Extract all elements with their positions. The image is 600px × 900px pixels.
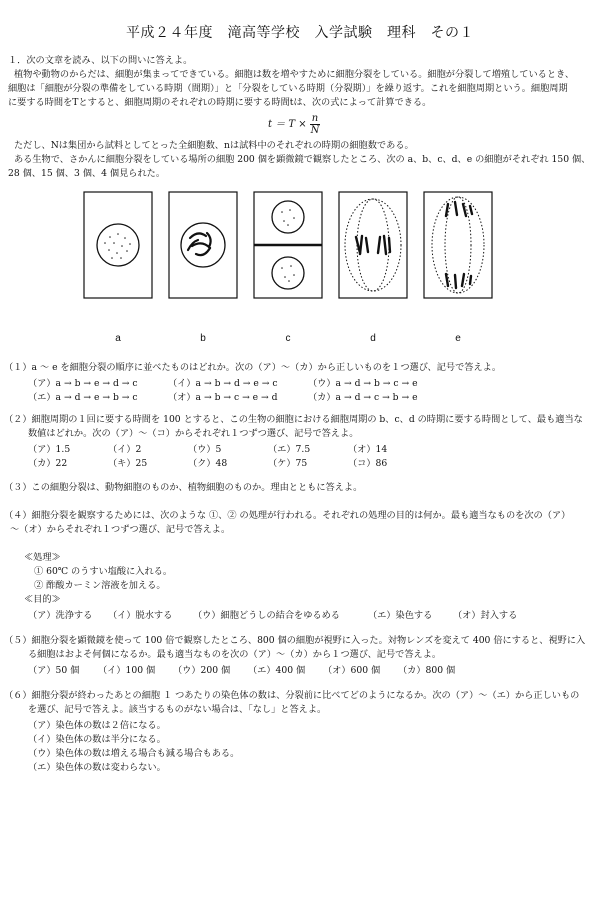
sub5-question: る細胞はおよそ何個になるか。最も適当なものを次の（ア）～（カ）から１つ選び、記号で答えよ。	[28, 649, 442, 660]
sub1-option: （オ）a → b → c → e → d	[168, 392, 278, 403]
sub6-option: （エ）染色体の数は変わらない。	[28, 762, 166, 773]
treatment-header: ≪処理≫	[24, 552, 61, 563]
sub5-option: （カ）800 個	[398, 665, 456, 676]
sub2-option: （ウ）5	[188, 444, 222, 455]
purpose-header: ≪目的≫	[24, 594, 61, 605]
figure-label-c: c	[285, 333, 291, 344]
sub2-question: （２）細胞周期の１回に要する時間を 100 とすると、この生物の細胞における細胞周期の b、c、d の時期に要する時間として、最も適当な	[4, 414, 583, 425]
sub6-question: を選び、記号で答えよ。該当するものがない場合は、「なし」と答えよ。	[28, 704, 327, 715]
cell-d-diagram	[339, 192, 407, 298]
sub2-option: （コ）86	[348, 458, 388, 469]
sub6-option: （イ）染色体の数は半分になる。	[28, 734, 166, 745]
sub6-question: （６）細胞分裂が終わったあとの細胞 １ つあたりの染色体の数は、分裂前に比べてどのようになるか。次の（ア）～（エ）から正しいもの	[4, 690, 580, 701]
q1-line: 植物や動物のからだは、細胞が集まってできている。細胞は数を増やすために細胞分裂をしている。細胞が分裂して増殖しているとき、	[14, 69, 575, 80]
sub4-question: ～（オ）からそれぞれ１つずつ選び、記号で答えよ。	[10, 524, 231, 535]
sub5-option: （ウ）200 個	[173, 665, 231, 676]
cell-a-diagram	[84, 192, 152, 298]
q1-line: 細胞は「細胞が分裂の準備をしている時期（間期）」と「分裂をしている時期（分裂期）」を繰り返す。これを細胞周期という。細胞周期	[8, 83, 568, 94]
sub1-option: （カ）a → d → c → b → e	[308, 392, 418, 403]
sub6-option: （ア）染色体の数は２倍になる。	[28, 720, 166, 731]
cell-b-diagram	[169, 192, 237, 298]
sub5-option: （ア）50 個	[28, 665, 80, 676]
formula-lhs: t ＝ T ×	[268, 119, 307, 130]
figure-label-d: d	[370, 333, 376, 344]
sub2-question: 数値はどれか。次の（ア）～（コ）からそれぞれ１つずつ選び、記号で答えよ。	[28, 428, 359, 439]
cell-division-figure	[0, 180, 600, 320]
cell-e-diagram	[424, 192, 492, 298]
sub5-option: （エ）400 個	[248, 665, 306, 676]
sub2-option: （エ）7.5	[268, 444, 311, 455]
formula-numerator: n	[311, 113, 319, 124]
sub5-option: （イ）100 個	[98, 665, 156, 676]
q1-note: ある生物で、さかんに細胞分裂をしている場所の細胞 200 個を顕微鏡で観察したところ、次の a、b、c、d、e の細胞がそれぞれ 150 個、	[14, 154, 591, 165]
sub2-option: （オ）14	[348, 444, 388, 455]
sub1-option: （ウ）a → d → b → c → e	[308, 378, 418, 389]
sub2-option: （ケ）75	[268, 458, 308, 469]
treatment-item: ① 60℃ のうすい塩酸に入れる。	[34, 566, 173, 577]
figure-label-e: e	[455, 333, 461, 344]
q1-line: に要する時間をTとすると、細胞周期のそれぞれの時期に要する時間tは、次の式によって計算できる。	[8, 97, 432, 108]
sub2-option: （カ）22	[28, 458, 68, 469]
sub3-question: （３）この細胞分裂は、動物細胞のものか、植物細胞のものか。理由とともに答えよ。	[4, 482, 363, 493]
sub4-question: （４）細胞分裂を観察するためには、次のような ①、② の処理が行われる。それぞれの処理の目的は何か。最も適当なものを次の（ア）	[4, 510, 571, 521]
sub5-question: （５）細胞分裂を顕微鏡を使って 100 倍で観察したところ、800 個の細胞が視野に入った。対物レンズを変えて 400 倍にすると、視野に入	[4, 635, 586, 646]
sub2-option: （キ）25	[108, 458, 148, 469]
page-title: 平成２４年度 滝高等学校 入学試験 理科 その１	[126, 25, 474, 41]
cell-c-diagram	[254, 192, 322, 298]
q1-heading: １．次の文章を読み、以下の問いに答えよ。	[8, 55, 193, 66]
treatment-item: ② 酢酸カーミン溶液を加える。	[34, 580, 166, 591]
sub2-option: （イ）2	[108, 444, 142, 455]
sub1-option: （イ）a → b → d → e → c	[168, 378, 278, 389]
figure-label-a: a	[115, 333, 121, 344]
q1-note: 28 個、15 個、3 個、4 個見られた。	[8, 168, 166, 179]
purpose-option: （イ）脱水する	[108, 610, 173, 621]
purpose-option: （オ）封入する	[453, 610, 518, 621]
sub1-option: （ア）a → b → e → d → c	[28, 378, 138, 389]
sub5-option: （オ）600 個	[323, 665, 381, 676]
cell-cycle-formula	[268, 113, 320, 136]
purpose-option: （ウ）細胞どうしの結合をゆるめる	[193, 610, 340, 621]
purpose-option: （ア）洗浄する	[28, 610, 93, 621]
sub6-option: （ウ）染色体の数は増える場合も減る場合もある。	[28, 748, 240, 759]
purpose-option: （エ）染色する	[368, 610, 433, 621]
sub1-option: （エ）a → d → e → b → c	[28, 392, 138, 403]
sub2-option: （ク）48	[188, 458, 228, 469]
figure-label-b: b	[200, 333, 206, 344]
sub2-option: （ア）1.5	[28, 444, 71, 455]
formula-denominator: N	[310, 125, 320, 136]
sub1-question: （１）a ～ e を細胞分裂の順序に並べたものはどれか。次の（ア）～（カ）から正しいものを１つ選び、記号で答えよ。	[4, 362, 502, 373]
formula-fraction	[310, 113, 320, 136]
q1-note: ただし、Nは集団から試料としてとった全細胞数、nは試料中のそれぞれの時期の細胞数である。	[14, 140, 414, 151]
